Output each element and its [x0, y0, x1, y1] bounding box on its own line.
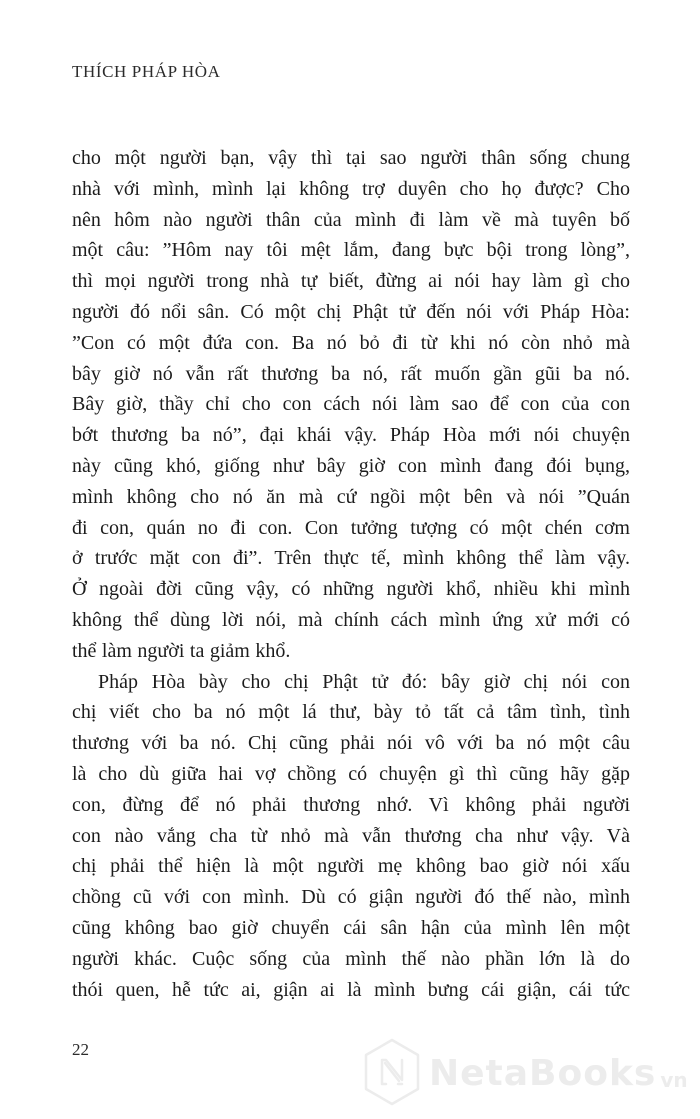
text-line: là cho dù giữa hai vợ chồng có chuyện gì thì cũng hãy gặp: [72, 762, 630, 785]
text-line: ”Con có một đứa con. Ba nó bỏ đi từ khi nó còn nhỏ mà: [72, 331, 630, 354]
text-line: thể làm người ta giảm khổ.: [72, 639, 291, 662]
text-line: này cũng khó, giống như bây giờ con mình đang đói bụng,: [72, 454, 630, 477]
text-line: chị viết cho ba nó một lá thư, bày tỏ tất cả tâm tình, tình: [72, 701, 630, 724]
text-line: mình không cho nó ăn mà cứ ngồi một bên và nói ”Quán: [72, 485, 630, 508]
running-header: THÍCH PHÁP HÒA: [72, 62, 221, 81]
paragraph: [72, 143, 630, 667]
watermark-tld-text: vn: [660, 1068, 688, 1092]
text-line: không thể dùng lời nói, mà chính cách mình ứng xử mới có: [72, 608, 630, 631]
page-body: [72, 143, 630, 1005]
paragraph: [72, 667, 630, 1006]
text-line: chị phải thể hiện là một người mẹ không bao giờ nói xấu: [72, 855, 630, 878]
text-line: bớt thương ba nó”, đại khái vậy. Pháp Hòa mới nói chuyện: [72, 424, 630, 447]
text-line: con nào vắng cha từ nhỏ mà vẫn thương cha như vậy. Và: [72, 824, 630, 847]
page-number: 22: [72, 1040, 89, 1059]
watermark: [363, 1036, 695, 1112]
text-line: người khác. Cuộc sống của mình thế nào phần lớn là do: [72, 947, 630, 970]
watermark-brand-text: NetaBooks: [429, 1053, 657, 1094]
text-line: Ở ngoài đời cũng vậy, có những người khổ, nhiều khi mình: [72, 578, 630, 601]
text-line: thói quen, hễ tức ai, giận ai là mình bưng cái giận, cái tức: [72, 978, 630, 1001]
text-line: ở trước mặt con đi”. Trên thực tế, mình không thể làm vậy.: [72, 547, 630, 570]
text-line: Pháp Hòa bày cho chị Phật tử đó: bây giờ chị nói con: [98, 670, 630, 693]
text-line: nhà với mình, mình lại không trợ duyên cho họ được? Cho: [72, 177, 630, 200]
text-line: con, đừng để nó phải thương nhớ. Vì không phải người: [72, 793, 630, 816]
text-line: nên hôm nào người thân của mình đi làm về mà tuyên bố: [72, 208, 630, 231]
text-line: cho một người bạn, vậy thì tại sao người thân sống chung: [72, 147, 630, 169]
text-line: bây giờ nó vẫn rất thương ba nó, rất muốn gần gũi ba nó.: [72, 362, 630, 385]
text-line: Bây giờ, thầy chỉ cho con cách nói làm sao để con của con: [72, 393, 630, 416]
text-line: chồng cũ với con mình. Dù có giận người đó thế nào, mình: [72, 886, 630, 909]
text-line: người đó nổi sân. Có một chị Phật tử đến nói với Pháp Hòa:: [72, 300, 630, 323]
text-line: cũng không bao giờ chuyển cái sân hận của mình lên một: [72, 916, 630, 939]
text-line: đi con, quán no đi con. Con tưởng tượng có một chén cơm: [72, 516, 630, 539]
text-line: thương với ba nó. Chị cũng phải nói vô với ba nó một câu: [72, 732, 630, 755]
text-line: một câu: ”Hôm nay tôi mệt lắm, đang bực bội trong lòng”,: [72, 239, 630, 262]
netabooks-hexagon-n-logo-icon: [363, 1038, 421, 1110]
text-line: thì mọi người trong nhà tự biết, đừng ai nói hay làm gì cho: [72, 270, 630, 293]
